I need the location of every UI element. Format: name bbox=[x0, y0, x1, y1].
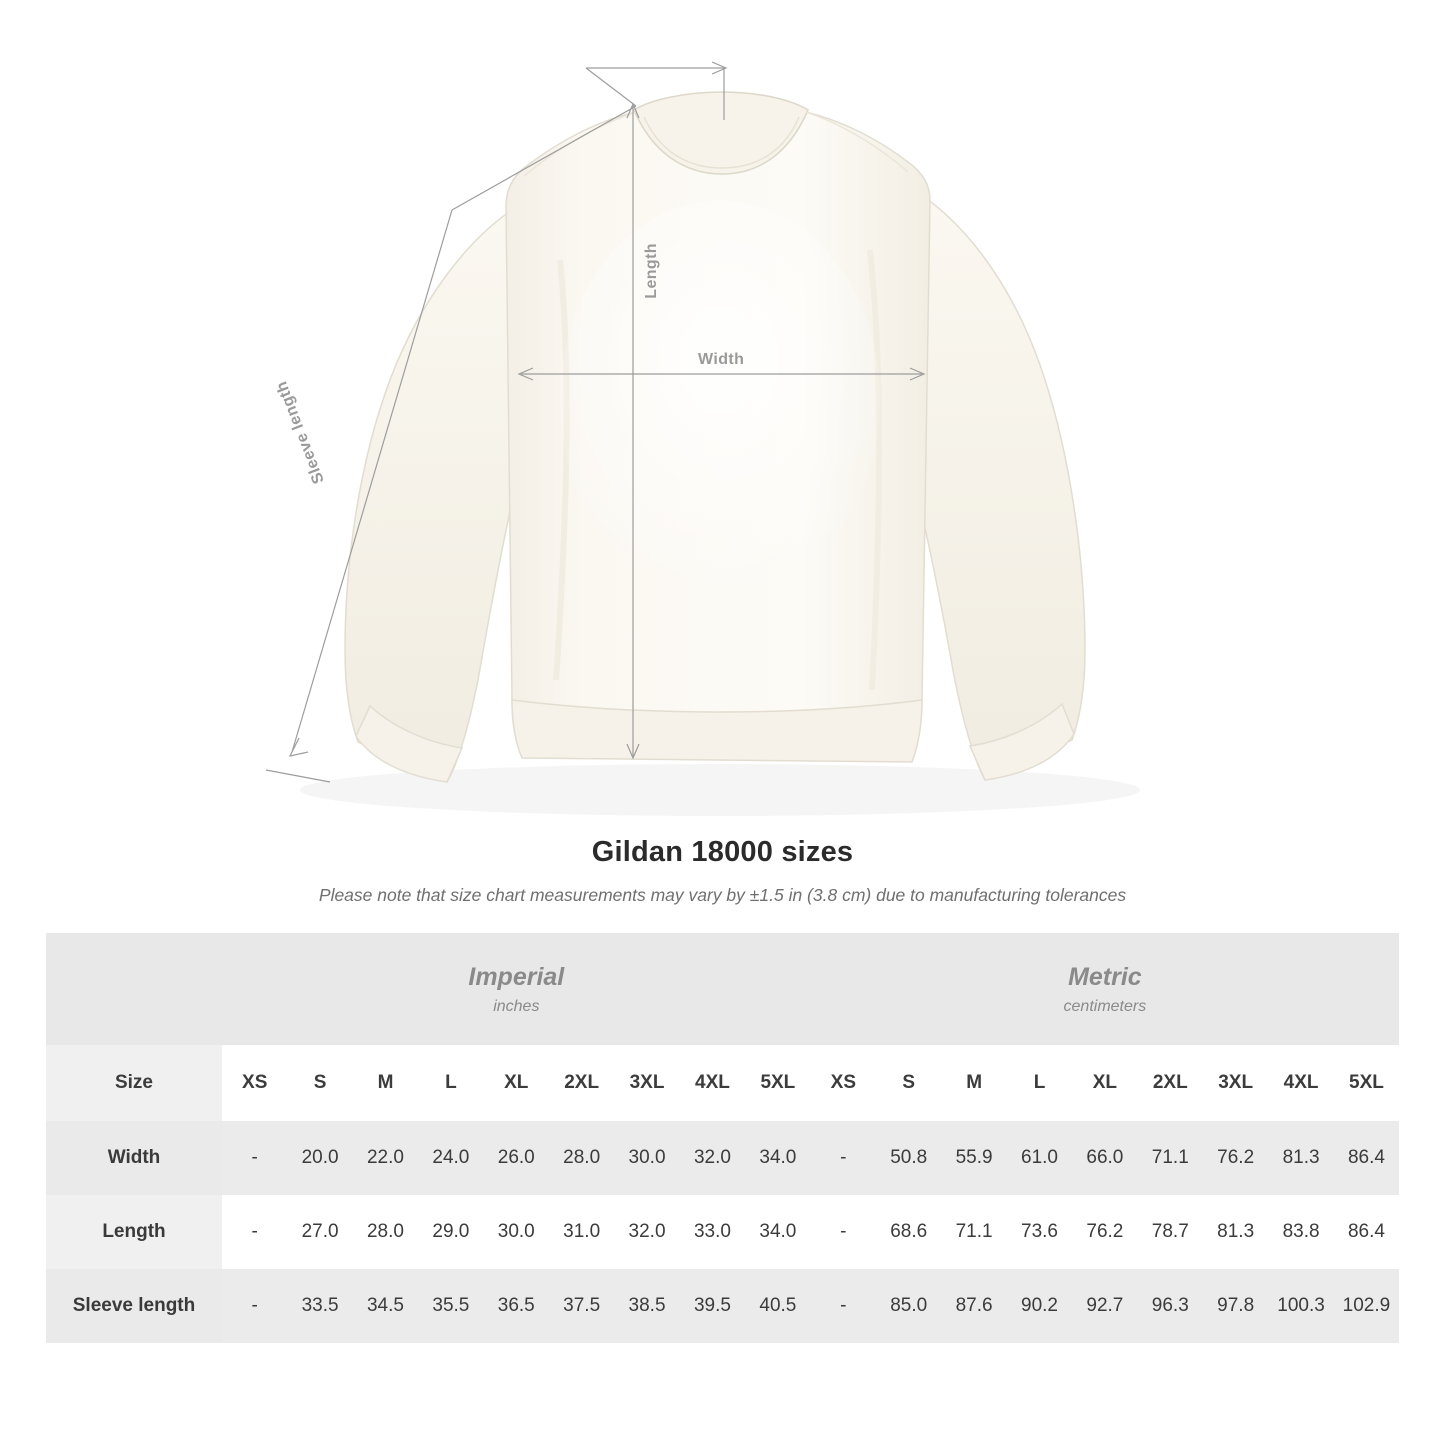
size-col-imperial-s: S bbox=[287, 1045, 352, 1121]
length-dimension-label: Length bbox=[643, 243, 660, 299]
length-imperial-3xl: 32.0 bbox=[614, 1195, 679, 1269]
width-imperial-m: 22.0 bbox=[353, 1121, 418, 1195]
sleeve-imperial-3xl: 38.5 bbox=[614, 1269, 679, 1343]
size-col-metric-2xl: 2XL bbox=[1138, 1045, 1203, 1121]
table-row bbox=[46, 1195, 1399, 1269]
sleeve-metric-s: 85.0 bbox=[876, 1269, 941, 1343]
metric-unit-header bbox=[811, 933, 1400, 1045]
width-metric-xs: - bbox=[811, 1121, 876, 1195]
tolerance-note: Please note that size chart measurements may vary by ±1.5 in (3.8 cm) due to manufacturing tolerances bbox=[318, 885, 1127, 905]
size-col-metric-3xl: 3XL bbox=[1203, 1045, 1268, 1121]
width-metric-3xl: 76.2 bbox=[1203, 1121, 1268, 1195]
length-metric-2xl: 78.7 bbox=[1138, 1195, 1203, 1269]
size-row-header: Size bbox=[46, 1045, 222, 1121]
width-dimension-label: Width bbox=[698, 351, 745, 368]
sleeve-metric-3xl: 97.8 bbox=[1203, 1269, 1268, 1343]
length-metric-xs: - bbox=[811, 1195, 876, 1269]
sleeve-imperial-xl: 36.5 bbox=[484, 1269, 549, 1343]
row-label-length: Length bbox=[46, 1195, 222, 1269]
width-imperial-xs: - bbox=[222, 1121, 287, 1195]
width-metric-xl: 66.0 bbox=[1072, 1121, 1137, 1195]
length-imperial-4xl: 33.0 bbox=[680, 1195, 745, 1269]
length-metric-4xl: 83.8 bbox=[1268, 1195, 1333, 1269]
width-metric-4xl: 81.3 bbox=[1268, 1121, 1333, 1195]
length-metric-s: 68.6 bbox=[876, 1195, 941, 1269]
width-imperial-s: 20.0 bbox=[287, 1121, 352, 1195]
imperial-unit-name: Imperial bbox=[468, 963, 565, 992]
size-table bbox=[46, 933, 1399, 1343]
width-metric-s: 50.8 bbox=[876, 1121, 941, 1195]
length-imperial-2xl: 31.0 bbox=[549, 1195, 614, 1269]
size-col-imperial-m: M bbox=[353, 1045, 418, 1121]
sleeve-imperial-l: 35.5 bbox=[418, 1269, 483, 1343]
sleeve-metric-2xl: 96.3 bbox=[1138, 1269, 1203, 1343]
sleeve-metric-l: 90.2 bbox=[1007, 1269, 1072, 1343]
sleeve-imperial-xs: - bbox=[222, 1269, 287, 1343]
size-col-imperial-xl: XL bbox=[484, 1045, 549, 1121]
length-metric-3xl: 81.3 bbox=[1203, 1195, 1268, 1269]
length-imperial-l: 29.0 bbox=[418, 1195, 483, 1269]
size-col-imperial-4xl: 4XL bbox=[680, 1045, 745, 1121]
size-col-metric-m: M bbox=[941, 1045, 1006, 1121]
sleeve-imperial-5xl: 40.5 bbox=[745, 1269, 811, 1343]
sleeve-metric-4xl: 100.3 bbox=[1268, 1269, 1333, 1343]
size-col-imperial-xs: XS bbox=[222, 1045, 287, 1121]
size-col-metric-s: S bbox=[876, 1045, 941, 1121]
sleeve-imperial-s: 33.5 bbox=[287, 1269, 352, 1343]
sleeve-metric-xs: - bbox=[811, 1269, 876, 1343]
length-metric-l: 73.6 bbox=[1007, 1195, 1072, 1269]
size-col-metric-4xl: 4XL bbox=[1268, 1045, 1333, 1121]
length-metric-5xl: 86.4 bbox=[1334, 1195, 1399, 1269]
unit-header-spacer bbox=[46, 933, 222, 1045]
table-row bbox=[46, 1121, 1399, 1195]
size-col-metric-xs: XS bbox=[811, 1045, 876, 1121]
width-imperial-2xl: 28.0 bbox=[549, 1121, 614, 1195]
row-label-sleeve-length: Sleeve length bbox=[46, 1269, 222, 1343]
sleeve-imperial-4xl: 39.5 bbox=[680, 1269, 745, 1343]
length-imperial-m: 28.0 bbox=[353, 1195, 418, 1269]
length-metric-m: 71.1 bbox=[941, 1195, 1006, 1269]
width-metric-2xl: 71.1 bbox=[1138, 1121, 1203, 1195]
metric-unit-sub: centimeters bbox=[1063, 997, 1147, 1015]
length-imperial-5xl: 34.0 bbox=[745, 1195, 811, 1269]
title-block bbox=[0, 836, 1445, 906]
length-metric-xl: 76.2 bbox=[1072, 1195, 1137, 1269]
length-imperial-xs: - bbox=[222, 1195, 287, 1269]
page-title: Gildan 18000 sizes bbox=[591, 836, 854, 868]
imperial-unit-header bbox=[222, 933, 811, 1045]
table-row bbox=[46, 1269, 1399, 1343]
size-table-wrapper bbox=[46, 933, 1399, 1343]
size-col-metric-l: L bbox=[1007, 1045, 1072, 1121]
width-imperial-l: 24.0 bbox=[418, 1121, 483, 1195]
sleeve-imperial-m: 34.5 bbox=[353, 1269, 418, 1343]
length-imperial-xl: 30.0 bbox=[484, 1195, 549, 1269]
size-col-imperial-l: L bbox=[418, 1045, 483, 1121]
sleeve-length-dimension-label: Sleeve length bbox=[273, 378, 328, 486]
metric-unit-name: Metric bbox=[1068, 963, 1142, 992]
width-imperial-5xl: 34.0 bbox=[745, 1121, 811, 1195]
width-imperial-xl: 26.0 bbox=[484, 1121, 549, 1195]
size-col-imperial-3xl: 3XL bbox=[614, 1045, 679, 1121]
width-metric-l: 61.0 bbox=[1007, 1121, 1072, 1195]
sleeve-metric-5xl: 102.9 bbox=[1334, 1269, 1399, 1343]
size-header-row bbox=[46, 1045, 1399, 1121]
size-col-imperial-5xl: 5XL bbox=[745, 1045, 811, 1121]
imperial-unit-sub: inches bbox=[493, 997, 540, 1015]
size-col-metric-5xl: 5XL bbox=[1334, 1045, 1399, 1121]
length-imperial-s: 27.0 bbox=[287, 1195, 352, 1269]
width-imperial-3xl: 30.0 bbox=[614, 1121, 679, 1195]
sleeve-imperial-2xl: 37.5 bbox=[549, 1269, 614, 1343]
sleeve-metric-xl: 92.7 bbox=[1072, 1269, 1137, 1343]
unit-header-row bbox=[46, 933, 1399, 1045]
width-metric-5xl: 86.4 bbox=[1334, 1121, 1399, 1195]
size-col-imperial-2xl: 2XL bbox=[549, 1045, 614, 1121]
width-imperial-4xl: 32.0 bbox=[680, 1121, 745, 1195]
width-metric-m: 55.9 bbox=[941, 1121, 1006, 1195]
sleeve-metric-m: 87.6 bbox=[941, 1269, 1006, 1343]
row-label-width: Width bbox=[46, 1121, 222, 1195]
size-col-metric-xl: XL bbox=[1072, 1045, 1137, 1121]
